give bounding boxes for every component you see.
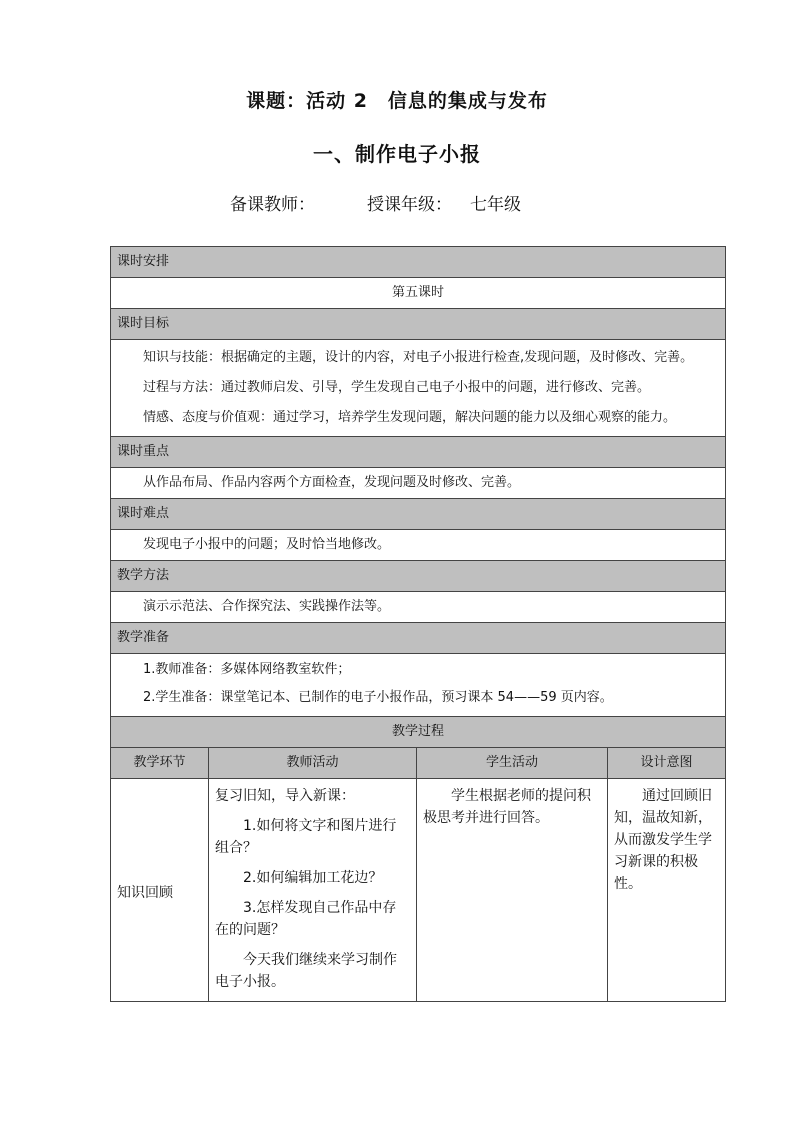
goal-item: 情感、态度与价值观：通过学习，培养学生发现问题，解决问题的能力以及细心观察的能力。 — [143, 410, 677, 425]
difficulties-label: 课时难点 — [111, 499, 726, 530]
preparation-header-row — [111, 623, 726, 654]
key-points-row — [111, 468, 726, 499]
lesson-subtitle: 一、制作电子小报 — [313, 142, 481, 166]
schedule-value: 第五课时 — [111, 278, 726, 309]
stage-cell: 知识回顾 — [111, 779, 209, 1002]
difficulties-row — [111, 530, 726, 561]
methods-row — [111, 592, 726, 623]
lesson-title: 课题：活动 2 信息的集成与发布 — [246, 90, 548, 112]
methods-value: 演示示范法、合作探究法、实践操作法等。 — [111, 592, 726, 623]
difficulties-value: 发现电子小报中的问题；及时恰当地修改。 — [111, 530, 726, 561]
difficulties-header-row — [111, 499, 726, 530]
lesson-meta — [230, 190, 521, 215]
teacher-activity-cell — [209, 779, 417, 1002]
col-header-stage: 教学环节 — [111, 748, 209, 779]
teacher-activity-item: 3.怎样发现自己作品中存在的问题？ — [215, 900, 397, 938]
grade-label: 授课年级： — [367, 195, 452, 215]
schedule-label: 课时安排 — [111, 247, 726, 278]
key-points-label: 课时重点 — [111, 437, 726, 468]
preparation-item: 2.学生准备：课堂笔记本、已制作的电子小报作品，预习课本 54——59 页内容。 — [143, 690, 613, 705]
teacher-label: 备课教师： — [230, 195, 315, 215]
lesson-plan-table — [110, 246, 726, 1002]
goals-label: 课时目标 — [111, 309, 726, 340]
design-intent-cell: 通过回顾旧知，温故知新，从而激发学生学习新课的积极性。 — [608, 779, 726, 1002]
methods-header-row — [111, 561, 726, 592]
methods-label: 教学方法 — [111, 561, 726, 592]
schedule-value-row — [111, 278, 726, 309]
preparation-item: 1.教师准备：多媒体网络教室软件； — [143, 662, 351, 677]
teacher-activity-item: 1.如何将文字和图片进行组合？ — [215, 818, 397, 856]
goals-header-row — [111, 309, 726, 340]
key-points-value: 从作品布局、作品内容两个方面检查，发现问题及时修改、完善。 — [111, 468, 726, 499]
schedule-header-row — [111, 247, 726, 278]
process-header-row — [111, 717, 726, 748]
preparation-cell — [111, 654, 726, 717]
process-row-review — [111, 779, 726, 1002]
teacher-activity-item: 复习旧知，导入新课： — [215, 788, 355, 804]
goals-row — [111, 340, 726, 437]
goal-item: 过程与方法：通过教师启发、引导，学生发现自己电子小报中的问题，进行修改、完善。 — [143, 380, 651, 395]
key-points-header-row — [111, 437, 726, 468]
col-header-teacher: 教师活动 — [209, 748, 417, 779]
preparation-row — [111, 654, 726, 717]
goal-item: 知识与技能：根据确定的主题，设计的内容，对电子小报进行检查,发现问题，及时修改、完善。 — [143, 350, 694, 365]
process-columns-row — [111, 748, 726, 779]
col-header-intent: 设计意图 — [608, 748, 726, 779]
teacher-activity-item: 今天我们继续来学习制作电子小报。 — [215, 952, 397, 990]
preparation-label: 教学准备 — [111, 623, 726, 654]
teacher-activity-item: 2.如何编辑加工花边？ — [243, 870, 383, 886]
grade-value: 七年级 — [470, 195, 521, 215]
process-label: 教学过程 — [111, 717, 726, 748]
goals-cell — [111, 340, 726, 437]
col-header-student: 学生活动 — [417, 748, 608, 779]
student-activity-cell: 学生根据老师的提问积极思考并进行回答。 — [417, 779, 608, 1002]
